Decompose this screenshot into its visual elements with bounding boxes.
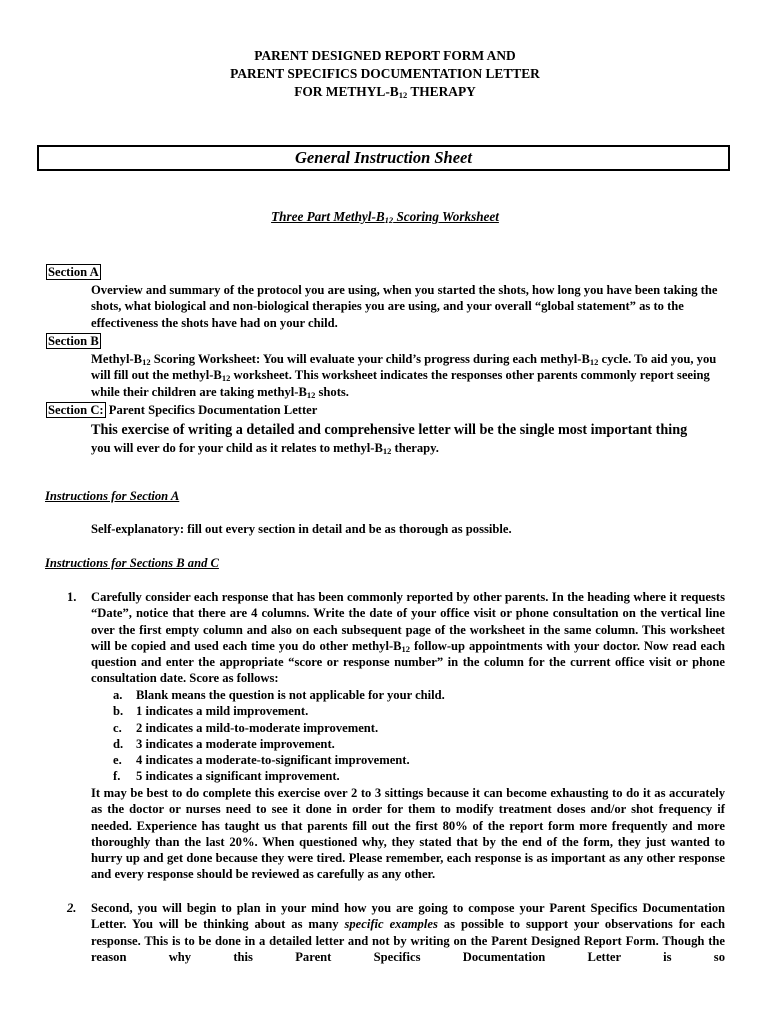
instructions-bc-heading: Instructions for Sections B and C: [45, 556, 219, 570]
instructions-a-heading: Instructions for Section A: [45, 489, 180, 503]
section-b-text: Methyl-$B_{12}$ Scoring Worksheet: You will evaluate your child’s progress during each methyl-$B_{12}$ cycle. To aid you, you will fill out the methyl-$B_{12}$ worksheet. This worksheet indicates the responses other parents commonly report seeing while their children are taking methyl-$B_{12}$ shots.: [91, 352, 717, 400]
instructions-a-text: Self-explanatory: fill out every section in detail and be as thorough as possible.: [91, 522, 512, 536]
section-c-emphasis: This exercise of writing a detailed and comprehensive letter will be the single most important thing: [91, 422, 688, 438]
score-item: a. Blank means the question is not applicable for your child.: [113, 688, 445, 702]
score-list: [113, 687, 445, 785]
section-c-label: Section C:: [48, 403, 104, 417]
item-1-after-text: It may be best to do complete this exercise over 2 to 3 sittings because it can become exhausting to do it as accurately as the doctor or nurses need to see it done in order for them to modify treatment doses and/or shot frequency if needed. Experience has taught us that parents fill out the first 80% of the report form more frequently and more thoroughly than the last 20%. When questioned why, they stated that by the end of the form, they just wanted to hurry up and get done because they were tired. Please remember, each response is as important as any other response and every response should be reviewed as carefully as any other.: [91, 786, 725, 882]
section-a-text: Overview and summary of the protocol you are using, when you started the shots, how long you have been taking the shots, what biological and non-biological therapies you are using, and your overall “global statement” as to the effectiveness the shots have had on your child.: [91, 283, 718, 330]
document-header: [0, 47, 770, 101]
worksheet-title: Three Part Methyl-$B_{12}$ Scoring Worksheet: [271, 209, 499, 225]
header-line-3: FOR METHYL-$B_{12}$ THERAPY: [294, 84, 476, 100]
section-c-title: Parent Specifics Documentation Letter: [108, 403, 318, 417]
score-item: e. 4 indicates a moderate-to-significant improvement.: [113, 753, 410, 768]
section-c-heading: [46, 402, 317, 418]
header-line-1: PARENT DESIGNED REPORT FORM AND: [254, 48, 516, 63]
item-2-number: 2.: [67, 901, 77, 915]
general-instruction-title: General Instruction Sheet: [37, 145, 730, 171]
section-a-label: Section A: [48, 265, 99, 279]
score-item: c. 2 indicates a mild-to-moderate improvement.: [113, 720, 379, 735]
score-item: f. 5 indicates a significant improvement.: [113, 769, 340, 784]
section-c-text: you will ever do for your child as it relates to methyl-$B_{12}$ therapy.: [91, 441, 439, 456]
header-line-2: PARENT SPECIFICS DOCUMENTATION LETTER: [230, 66, 540, 81]
item-2-text: Second, you will begin to plan in your mind how you are going to compose your Parent Specifics Documentation Letter. You will be thinking about as many specific examples as possible to support your observations for each response. This is to be done in a detailed letter and not by writing on the Parent Designed Report Form. Though the reason why this Parent Specifics Documentation Letter is so: [91, 901, 726, 964]
score-item: d. 3 indicates a moderate improvement.: [113, 736, 335, 751]
section-b-label: Section B: [48, 334, 99, 348]
item-1-number: 1.: [67, 590, 77, 604]
item-1-text: Carefully consider each response that has been commonly reported by other parents. In the heading where it requests “Date”, notice that there are 4 columns. Write the date of your office visit or phone consultation on the vertical line over the first empty column and also on each subsequent page of the worksheet in the same column. This worksheet will be copied and used each time you do other methyl-$B_{12}$ follow-up appointments with your doctor. Now read each question and enter the appropriate “score or response number” in the column for the current office visit or phone consultation date. Score as follows:: [91, 590, 725, 686]
score-item: b. 1 indicates a mild improvement.: [113, 704, 309, 719]
